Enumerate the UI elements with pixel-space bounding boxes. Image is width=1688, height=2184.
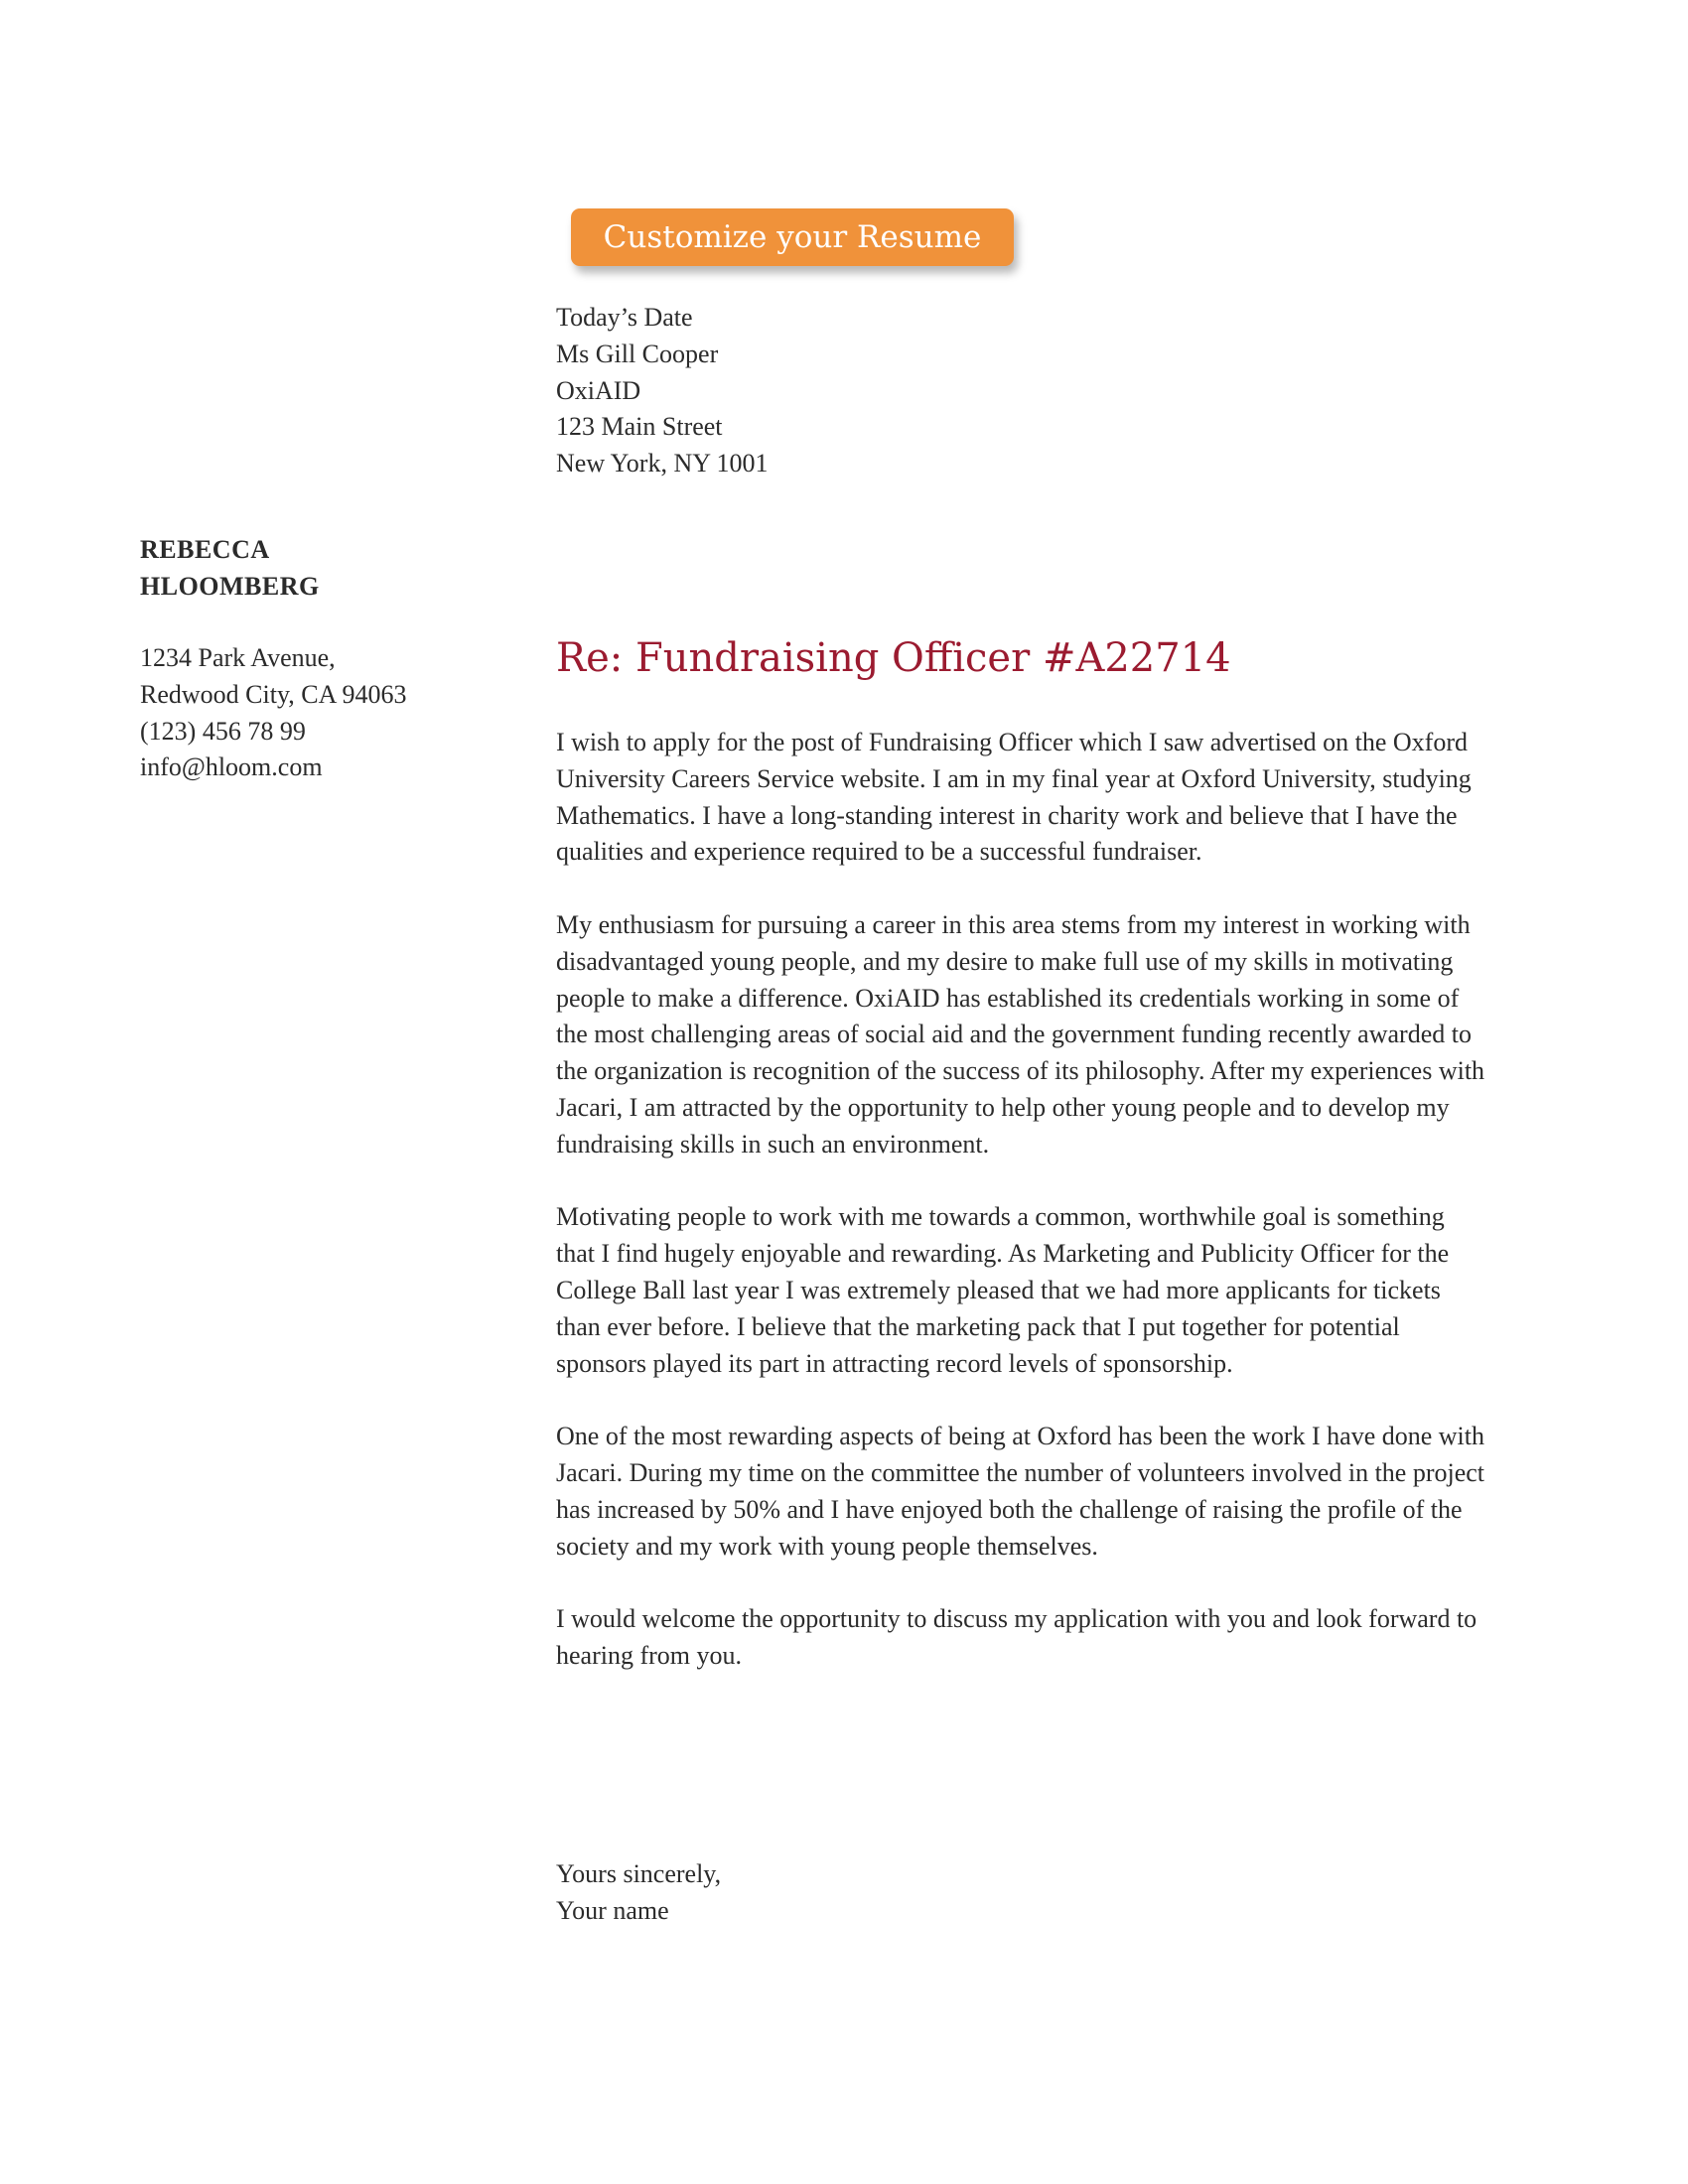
sender-phone: (123) 456 78 99 <box>140 716 306 746</box>
recipient-name: Ms Gill Cooper <box>556 339 719 368</box>
sender-last-name: HLOOMBERG <box>140 571 320 601</box>
recipient-street: 123 Main Street <box>556 412 723 442</box>
sender-contact-block <box>140 640 406 786</box>
body-paragraph: I would welcome the opportunity to discuss my application with you and look forward to hearing from you. <box>556 1604 1477 1670</box>
recipient-company: OxiAID <box>556 375 641 405</box>
recipient-block <box>556 300 769 482</box>
body-paragraph: One of the most rewarding aspects of being at Oxford has been the work I have done with Jacari. During my time on the committee the number of volunteers involved in the project has increased by 50% and I have enjoyed both the challenge of raising the profile of the society and my work with young people themselves. <box>556 1422 1485 1561</box>
sender-address-line2: Redwood City, CA 94063 <box>140 679 407 709</box>
recipient-city: New York, NY 1001 <box>556 449 769 478</box>
sender-email: info@hloom.com <box>140 752 323 782</box>
closing-salutation: Yours sincerely, <box>556 1859 722 1888</box>
closing-signature: Your name <box>556 1895 669 1925</box>
sender-name <box>140 532 320 606</box>
letter-subject: Re: Fundraising Officer #A22714 <box>556 635 1231 681</box>
body-paragraph: I wish to apply for the post of Fundraising Officer which I saw advertised on the Oxford University Careers Service website. I am in my final year at Oxford University, studying Mathematics. I have a long-standing interest in charity work and believe that I have the qualities and experience required to be a successful fundraiser. <box>556 728 1472 867</box>
letter-closing <box>556 1856 721 1930</box>
sender-first-name: REBECCA <box>140 535 270 564</box>
sender-address-line1: 1234 Park Avenue, <box>140 643 336 672</box>
letter-date: Today’s Date <box>556 303 693 332</box>
body-paragraph: My enthusiasm for pursuing a career in this area stems from my interest in working with disadvantaged young people, and my desire to make full use of my skills in motivating people to make a difference. OxiAID has established its credentials working in some of the most challenging areas of social aid and the government funding recently awarded to the organization is recognition of the success of its philosophy. After my experiences with Jacari, I am attracted by the opportunity to help other young people and to develop my fundraising skills in such an environment. <box>556 909 1485 1159</box>
letter-body <box>556 725 1489 1711</box>
body-paragraph: Motivating people to work with me towards a common, worthwhile goal is something that I find hugely enjoyable and rewarding. As Marketing and Publicity Officer for the College Ball last year I was extremely pleased that we had more applicants for tickets than ever before. I believe that the marketing pack that I put together for potential sponsors played its part in attracting record levels of sponsorship. <box>556 1202 1450 1378</box>
customize-resume-button[interactable]: Customize your Resume <box>571 208 1014 266</box>
